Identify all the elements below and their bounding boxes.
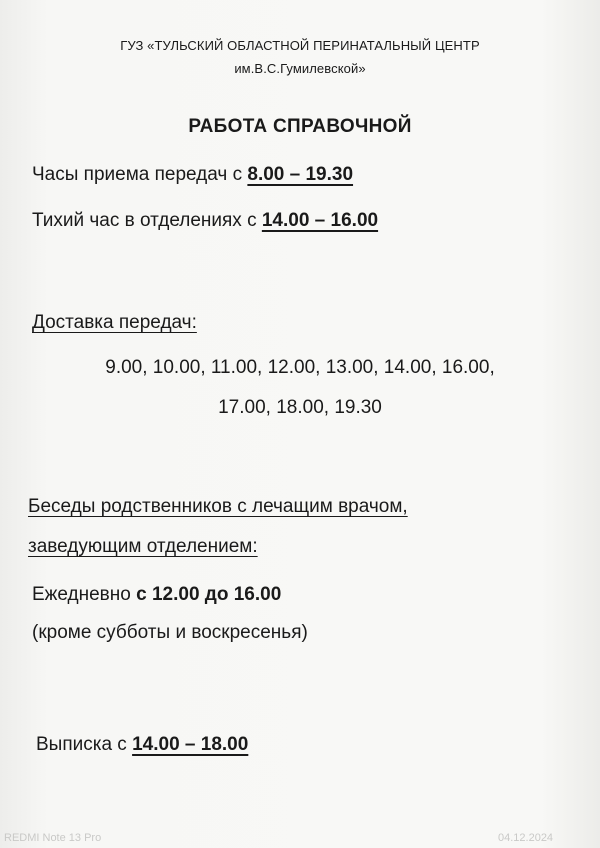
quiet-hour-label: Тихий час в отделениях с [32,210,257,231]
organization-header [0,34,600,80]
delivery-times [0,348,600,428]
reception-hours-row [32,164,353,186]
organization-name-line2: им.В.С.Гумилевской» [234,61,366,76]
talks-daily-label: Ежедневно [32,584,131,605]
organization-name-line1: ГУЗ «ТУЛЬСКИЙ ОБЛАСТНОЙ ПЕРИНАТАЛЬНЫЙ ЦЕНТР [120,38,480,53]
notice-title: РАБОТА СПРАВОЧНОЙ [188,116,412,137]
reception-hours-value: 8.00 – 19.30 [247,164,354,185]
delivery-times-line1: 9.00, 10.00, 11.00, 12.00, 13.00, 14.00, 16.00, [105,357,495,378]
talks-daily-row [32,584,281,606]
delivery-heading: Доставка передач: [32,312,197,333]
discharge-label: Выписка с [36,734,127,755]
reception-hours-label: Часы приема передач с [32,164,243,185]
camera-watermark: REDMI Note 13 Pro [4,832,102,844]
delivery-times-line2: 17.00, 18.00, 19.30 [218,397,382,418]
talks-note: (кроме субботы и воскресенья) [32,622,308,643]
talks-heading-line1: Беседы родственников с лечащим врачом, [28,496,408,517]
discharge-row [36,734,248,756]
quiet-hour-row [32,210,378,232]
photo-date-watermark: 04.12.2024 [498,832,554,844]
discharge-value: 14.00 – 18.00 [132,734,249,755]
quiet-hour-value: 14.00 – 16.00 [261,210,379,231]
talks-heading-line2: заведующим отделением: [28,536,258,557]
talks-daily-value: с 12.00 до 16.00 [136,584,282,605]
